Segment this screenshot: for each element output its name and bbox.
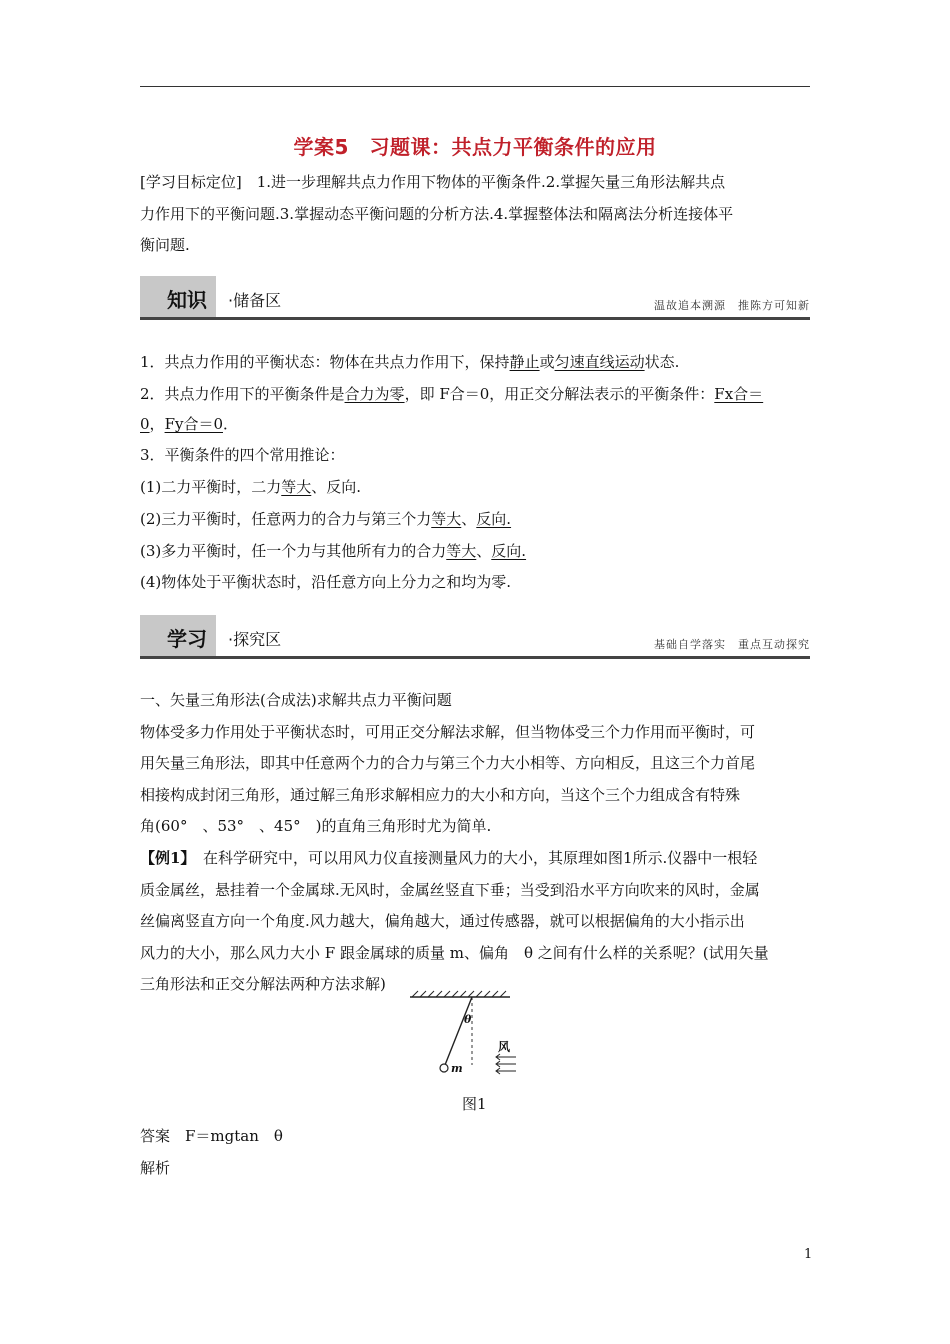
corollary-4: (4)物体处于平衡状态时，沿任意方向上分力之和均为零. bbox=[140, 573, 512, 591]
figure-caption: 图1 bbox=[462, 1095, 487, 1113]
study-text-4: 角(60° 、53° 、45° )的直角三角形时尤为简单. bbox=[140, 817, 492, 835]
blank-answer: 静止 bbox=[509, 353, 540, 371]
analysis-label: 解析 bbox=[140, 1159, 171, 1177]
objectives-line-3: 衡问题. bbox=[140, 236, 190, 254]
blank-answer: 0 bbox=[140, 415, 150, 433]
knowledge-banner bbox=[140, 276, 810, 320]
study-text-1: 物体受多力作用处于平衡状态时，可用正交分解法求解，但当物体受三个力作用而平衡时，可 bbox=[140, 723, 756, 741]
knowledge-item-3: 3．平衡条件的四个常用推论： bbox=[140, 446, 345, 464]
blank-answer: Fx合＝ bbox=[714, 385, 764, 403]
banner-motto: 基础自学落实 重点互动探究 bbox=[654, 638, 810, 651]
corollary-2 bbox=[140, 505, 511, 534]
study-banner bbox=[140, 615, 810, 659]
knowledge-item-2-cont bbox=[140, 410, 238, 439]
text: (1)二力平衡时，二力 bbox=[140, 478, 282, 496]
wind-arrows bbox=[496, 1054, 516, 1074]
text: (3)多力平衡时，任一个力与其他所有力的合力 bbox=[140, 542, 447, 560]
text: ． bbox=[223, 415, 239, 433]
blank-answer: 等大 bbox=[281, 478, 312, 496]
banner-motto: 温故追本溯源 推陈方可知新 bbox=[654, 299, 810, 312]
top-rule bbox=[140, 86, 810, 87]
text: ，即 F合＝0，用正交分解法表示的平衡条件： bbox=[404, 385, 715, 403]
banner-title: 知识 bbox=[167, 288, 207, 312]
text: 、 bbox=[476, 542, 492, 560]
example-line-3: 丝偏离竖直方向一个角度.风力越大，偏角越大，通过传感器，就可以根据偏角的大小指示出 bbox=[140, 912, 745, 930]
page-title: 学案5 习题课：共点力平衡条件的应用 bbox=[293, 135, 657, 159]
text: 状态. bbox=[644, 353, 680, 371]
wind-gauge-figure bbox=[400, 985, 530, 1081]
blank-answer: 等大 bbox=[431, 510, 462, 528]
blank-answer: 合力为零 bbox=[344, 385, 405, 403]
text: 、反向. bbox=[311, 478, 362, 496]
example-line-4: 风力的大小，那么风力大小 F 跟金属球的质量 m、偏角 θ 之间有什么样的关系呢？(试用矢量 bbox=[140, 944, 769, 962]
banner-subtitle: ·储备区 bbox=[228, 291, 282, 310]
banner-subtitle: ·探究区 bbox=[228, 630, 282, 649]
banner-rule bbox=[140, 656, 810, 659]
blank-answer: 反向. bbox=[491, 542, 527, 560]
text: 、 bbox=[461, 510, 477, 528]
text: ， bbox=[149, 415, 165, 433]
answer: 答案 F＝mgtan θ bbox=[140, 1127, 283, 1145]
text: 2．共点力作用下的平衡条件是 bbox=[140, 385, 345, 403]
objectives-line-2: 力作用下的平衡问题.3.掌握动态平衡问题的分析方法.4.掌握整体法和隔离法分析连接体平 bbox=[140, 205, 734, 223]
example-line-5: 三角形法和正交分解法两种方法求解) bbox=[140, 975, 386, 993]
study-text-3: 相接构成封闭三角形，通过解三角形求解相应力的大小和方向，当这个三个力组成含有特殊 bbox=[140, 786, 741, 804]
study-text-2: 用矢量三角形法，即其中任意两个力的合力与第三个力大小相等、方向相反，且这三个力首尾 bbox=[140, 754, 756, 772]
banner-rule bbox=[140, 317, 810, 320]
text: 或 bbox=[539, 353, 555, 371]
blank-answer: 反向. bbox=[476, 510, 512, 528]
text: 在科学研究中，可以用风力仪直接测量风力的大小，其原理如图1所示.仪器中一根轻 bbox=[187, 849, 758, 867]
mass-label: m bbox=[451, 1062, 463, 1075]
knowledge-item-2 bbox=[140, 380, 763, 409]
example-line-1 bbox=[140, 844, 757, 873]
wind-label: 风 bbox=[498, 1040, 511, 1054]
page-number: 1 bbox=[804, 1247, 813, 1262]
example-label: 【例1】 bbox=[140, 849, 188, 867]
blank-answer: 匀速直线运动 bbox=[554, 353, 645, 371]
section-heading: 一、矢量三角形法(合成法)求解共点力平衡问题 bbox=[140, 691, 452, 709]
banner-title: 学习 bbox=[167, 627, 207, 651]
corollary-1 bbox=[140, 473, 361, 502]
blank-answer: Fy合＝0 bbox=[164, 415, 223, 433]
example-line-2: 质金属丝，悬挂着一个金属球.无风时，金属丝竖直下垂；当受到沿水平方向吹来的风时，金属 bbox=[140, 881, 760, 899]
text: 1．共点力作用的平衡状态：物体在共点力作用下，保持 bbox=[140, 353, 510, 371]
text: (2)三力平衡时，任意两力的合力与第三个力 bbox=[140, 510, 432, 528]
corollary-3 bbox=[140, 537, 526, 566]
objectives-line-1: [学习目标定位] 1.进一步理解共点力作用下物体的平衡条件.2.掌握矢量三角形法解共点 bbox=[140, 173, 726, 191]
knowledge-item-1 bbox=[140, 348, 679, 377]
blank-answer: 等大 bbox=[446, 542, 477, 560]
theta-label: θ bbox=[464, 1013, 472, 1026]
